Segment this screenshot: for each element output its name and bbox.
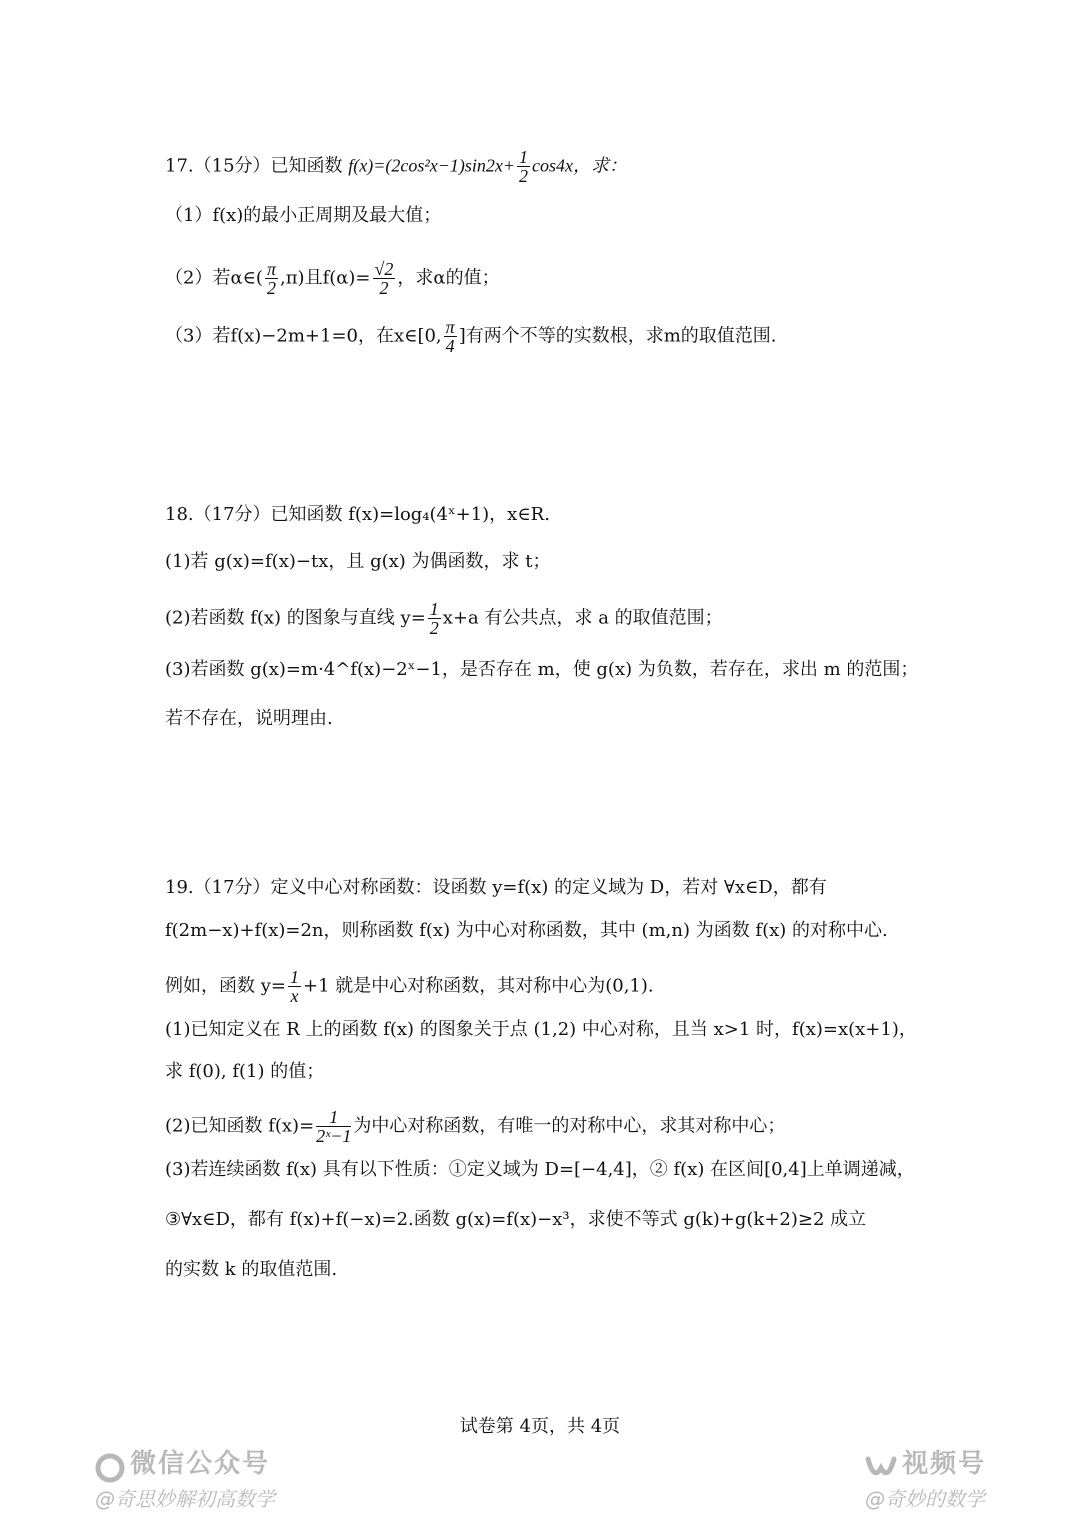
q19-part3-cont2: 的实数 k 的取值范围.: [165, 1259, 338, 1280]
wechat-logo-icon: [95, 1453, 125, 1483]
q17-part1: （1）f(x)的最小正周期及最大值；: [165, 205, 442, 226]
channels-logo-icon: [865, 1453, 897, 1483]
q19-part3-cont: ③∀x∈D，都有 f(x)+f(−x)=2.函数 g(x)=f(x)−x³，求使不等式 g(k)+g(k+2)≥2 成立: [165, 1209, 867, 1230]
q18-head: 18.（17分）已知函数 f(x)=log₄(4ˣ+1)，x∈R.: [165, 504, 550, 525]
q19-part2: (2)已知函数 f(x)= $\frac{1}{\text{2ˣ−1}}$ 为中心对称函数，有唯一的对称中心，求其对称中心；: [165, 1107, 786, 1146]
q18-part1: (1)若 g(x)=f(x)−tx，且 g(x) 为偶函数，求 t；: [165, 551, 551, 572]
q18-part2: (2)若函数 f(x) 的图象与直线 y= $\frac{1}{2}$ x+a 有公共点，求 a 的取值范围；: [165, 599, 723, 638]
watermark-left: 微信公众号 @奇思妙解初高数学: [95, 1449, 275, 1511]
q19-head: 19.（17分）定义中心对称函数：设函数 y=f(x) 的定义域为 D，若对 ∀x∈D，都有: [165, 877, 827, 898]
q18-part3-cont: 若不存在，说明理由.: [165, 708, 333, 729]
q19-line2: f(2m−x)+f(x)=2n，则称函数 f(x) 为中心对称函数，其中 (m,n) 为函数 f(x) 的对称中心.: [165, 920, 888, 941]
page-footer: 试卷第 4页，共 4页: [459, 1416, 621, 1437]
q19-part1-cont: 求 f(0), f(1) 的值；: [165, 1061, 325, 1082]
q17-head: 17.（15分）已知函数 f(x)=(2cos²x−1)sin2x+ $\frac{1}{2}$ cos4x，求：: [165, 147, 628, 186]
q19-part1: (1)已知定义在 R 上的函数 f(x) 的图象关于点 (1,2) 中心对称，且当 x>1 时，f(x)=x(x+1)，: [165, 1019, 917, 1040]
q19-part3: (3)若连续函数 f(x) 具有以下性质：①定义域为 D=[−4,4]，② f(x) 在区间[0,4]上单调递减，: [165, 1159, 915, 1180]
watermark-right: 视频号 @奇妙的数学: [865, 1449, 987, 1511]
q17-fraction: $\frac{1}{2}$: [519, 147, 529, 186]
q17-part3: （3）若f(x)−2m+1=0，在x∈[0, $\frac{\pi}{4}$ ]有两个不等的实数根，求m的取值范围.: [165, 317, 777, 356]
q19-line3: 例如，函数 y= $\frac{1}{x}$ +1 就是中心对称函数，其对称中心为(0,1).: [165, 967, 654, 1006]
q17-part2: （2）若α∈( $\frac{\pi}{2}$ ,π)且f(α)= $\frac{√2}{2}$ ，求α的值；: [165, 259, 500, 298]
q18-part3: (3)若函数 g(x)=m·4^f(x)−2ˣ−1，是否存在 m，使 g(x) 为负数，若存在，求出 m 的范围；: [165, 659, 919, 680]
